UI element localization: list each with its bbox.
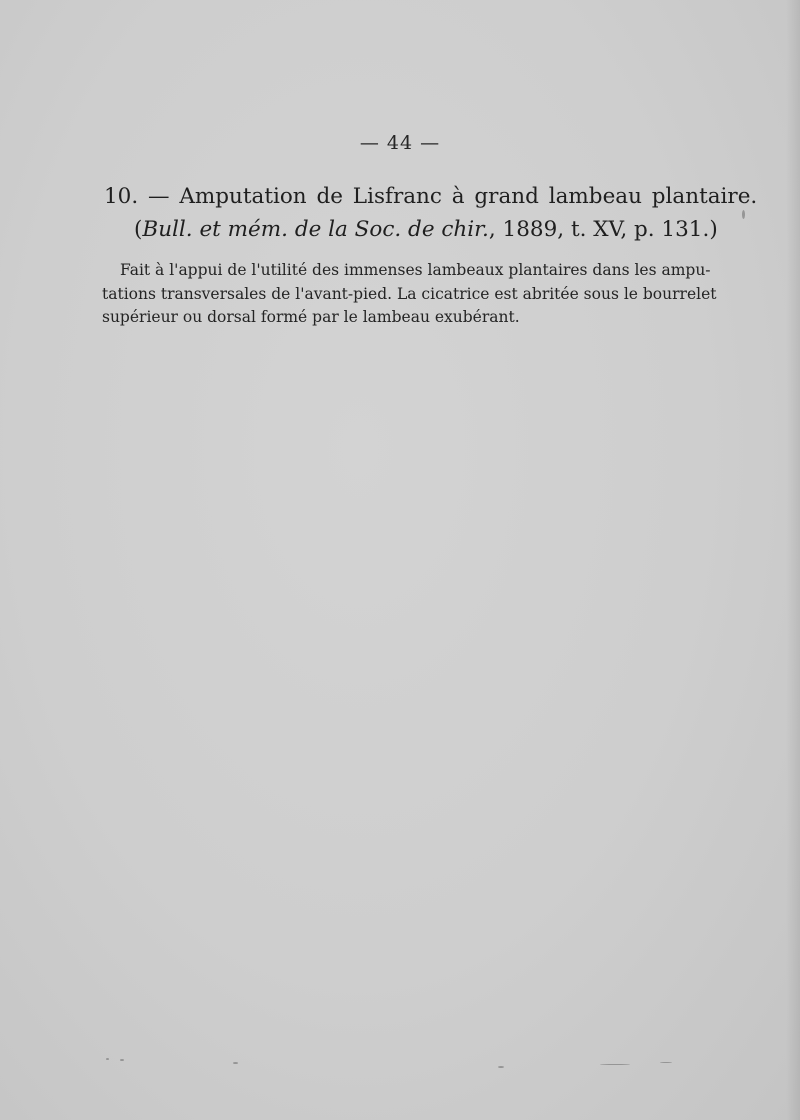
entry-body: [102, 259, 717, 330]
scan-speck: [233, 1062, 238, 1064]
entry-title: [104, 180, 758, 246]
citation-open-paren: (: [134, 217, 143, 242]
page-number: — 44 —: [359, 132, 441, 154]
citation-close-paren: ): [709, 217, 718, 242]
scan-speck: [120, 1059, 124, 1061]
entry-title-line: 10. — Amputation de Lisfranc à grand lambeau plantaire.: [104, 184, 758, 209]
scan-speck: [600, 1064, 630, 1065]
scan-speck: [742, 210, 745, 219]
scan-speck: [106, 1058, 109, 1060]
citation-journal: Bull. et mém. de la Soc. de chir.: [142, 217, 489, 242]
scan-speck: [660, 1062, 672, 1063]
body-line: Fait à l'appui de l'utilité des immenses lambeaux plantaires dans les ampu-: [120, 261, 711, 279]
citation-details: , 1889, t. XV, p. 131.: [488, 217, 710, 242]
scan-speck: [498, 1066, 504, 1068]
body-line: supérieur ou dorsal formé par le lambeau exubérant.: [102, 308, 520, 326]
entry-citation: [104, 213, 724, 246]
body-line: tations transversales de l'avant-pied. La cicatrice est abritée sous le bourrelet: [102, 284, 717, 303]
